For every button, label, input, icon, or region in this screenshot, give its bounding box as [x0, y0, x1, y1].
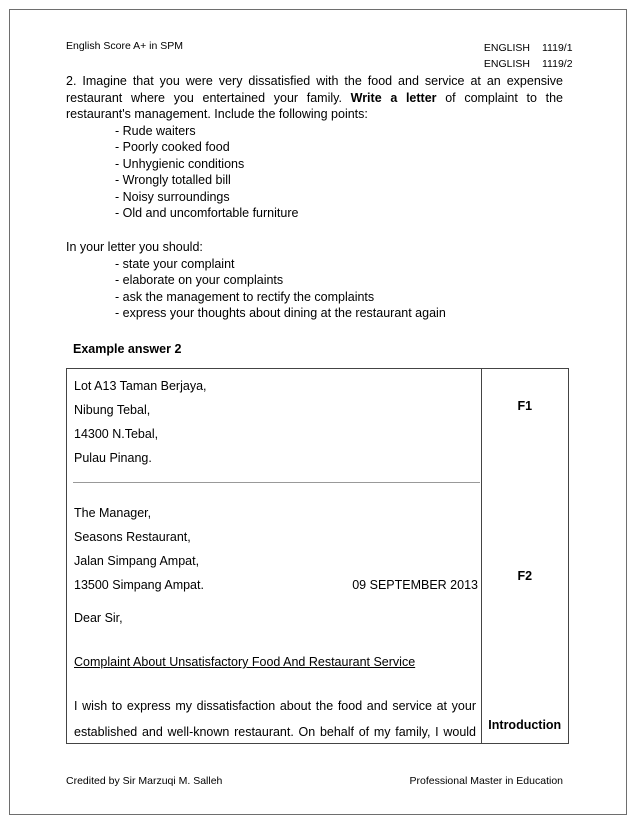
list-item: - Rude waiters: [115, 123, 196, 138]
address-date-line: [74, 573, 478, 597]
list-item: - Unhygienic conditions: [115, 156, 245, 171]
side-label-cell: [481, 369, 568, 744]
list-item: - elaborate on your complaints: [115, 273, 284, 288]
address-divider: [73, 482, 480, 483]
instructions-list: [66, 256, 563, 322]
header-subject-codes: [468, 40, 582, 72]
list-item: - Old and uncomfortable furniture: [115, 206, 299, 221]
paragraph-line: I wish to express my dissatisfaction about the food and service at your: [74, 699, 476, 713]
header-row: [468, 56, 582, 72]
address-line: The Manager,: [74, 506, 152, 520]
footer-title: Professional Master in Education: [409, 775, 563, 787]
list-item: - Noisy surroundings: [115, 189, 230, 204]
label-f2: F2: [517, 569, 533, 583]
address-line: Seasons Restaurant,: [74, 530, 191, 544]
sender-address: [74, 374, 207, 470]
label-introduction: Introduction: [488, 718, 562, 732]
question-section: [66, 73, 563, 322]
list-item: - express your thoughts about dining at the restaurant again: [115, 306, 446, 321]
header-code: 1119/2: [542, 58, 573, 70]
address-line: Jalan Simpang Ampat,: [74, 554, 200, 568]
instructions-title: In your letter you should:: [66, 240, 203, 255]
question-points: [66, 123, 563, 223]
address-line: 14300 N.Tebal,: [74, 427, 159, 441]
letter-subject: Complaint About Unsatisfactory Food And Restaurant Service: [74, 655, 416, 669]
address-line: Pulau Pinang.: [74, 451, 152, 465]
list-item: - Wrongly totalled bill: [115, 173, 231, 188]
header-row: [468, 40, 582, 56]
list-item: - Poorly cooked food: [115, 140, 230, 155]
example-title: Example answer 2: [73, 342, 182, 356]
letter-body-cell: [67, 369, 482, 744]
letter-date: 09 SEPTEMBER 2013: [352, 578, 478, 592]
header-subject: ENGLISH: [483, 42, 530, 54]
address-line: Lot A13 Taman Berjaya,: [74, 379, 207, 393]
address-line: Nibung Tebal,: [74, 403, 151, 417]
list-item: - state your complaint: [115, 256, 235, 271]
question-text-end: of complaint to the restaurant's management. Include the following points:: [66, 90, 563, 121]
question-emphasis: Write a letter: [350, 90, 437, 105]
header-subject: ENGLISH: [483, 58, 530, 70]
salutation: Dear Sir,: [74, 611, 123, 625]
header-title: English Score A+ in SPM: [66, 40, 184, 52]
paragraph-line: established and well-known restaurant. On behalf of my family, I would: [74, 725, 476, 739]
question-text: [66, 73, 563, 123]
recipient-address: [74, 501, 478, 597]
address-line: 13500 Simpang Ampat.: [74, 578, 204, 592]
list-item: - ask the management to rectify the complaints: [115, 289, 375, 304]
letter-table: [66, 368, 569, 744]
label-f1: F1: [517, 399, 533, 413]
footer-credit: Credited by Sir Marzuqi M. Salleh: [66, 775, 223, 787]
intro-paragraph: [74, 693, 476, 745]
question-text-start: 2. Imagine that you were very dissatisfied with the food and service at an expensive restaurant where you entertained your family.: [66, 74, 563, 105]
header-code: 1119/1: [542, 42, 573, 54]
